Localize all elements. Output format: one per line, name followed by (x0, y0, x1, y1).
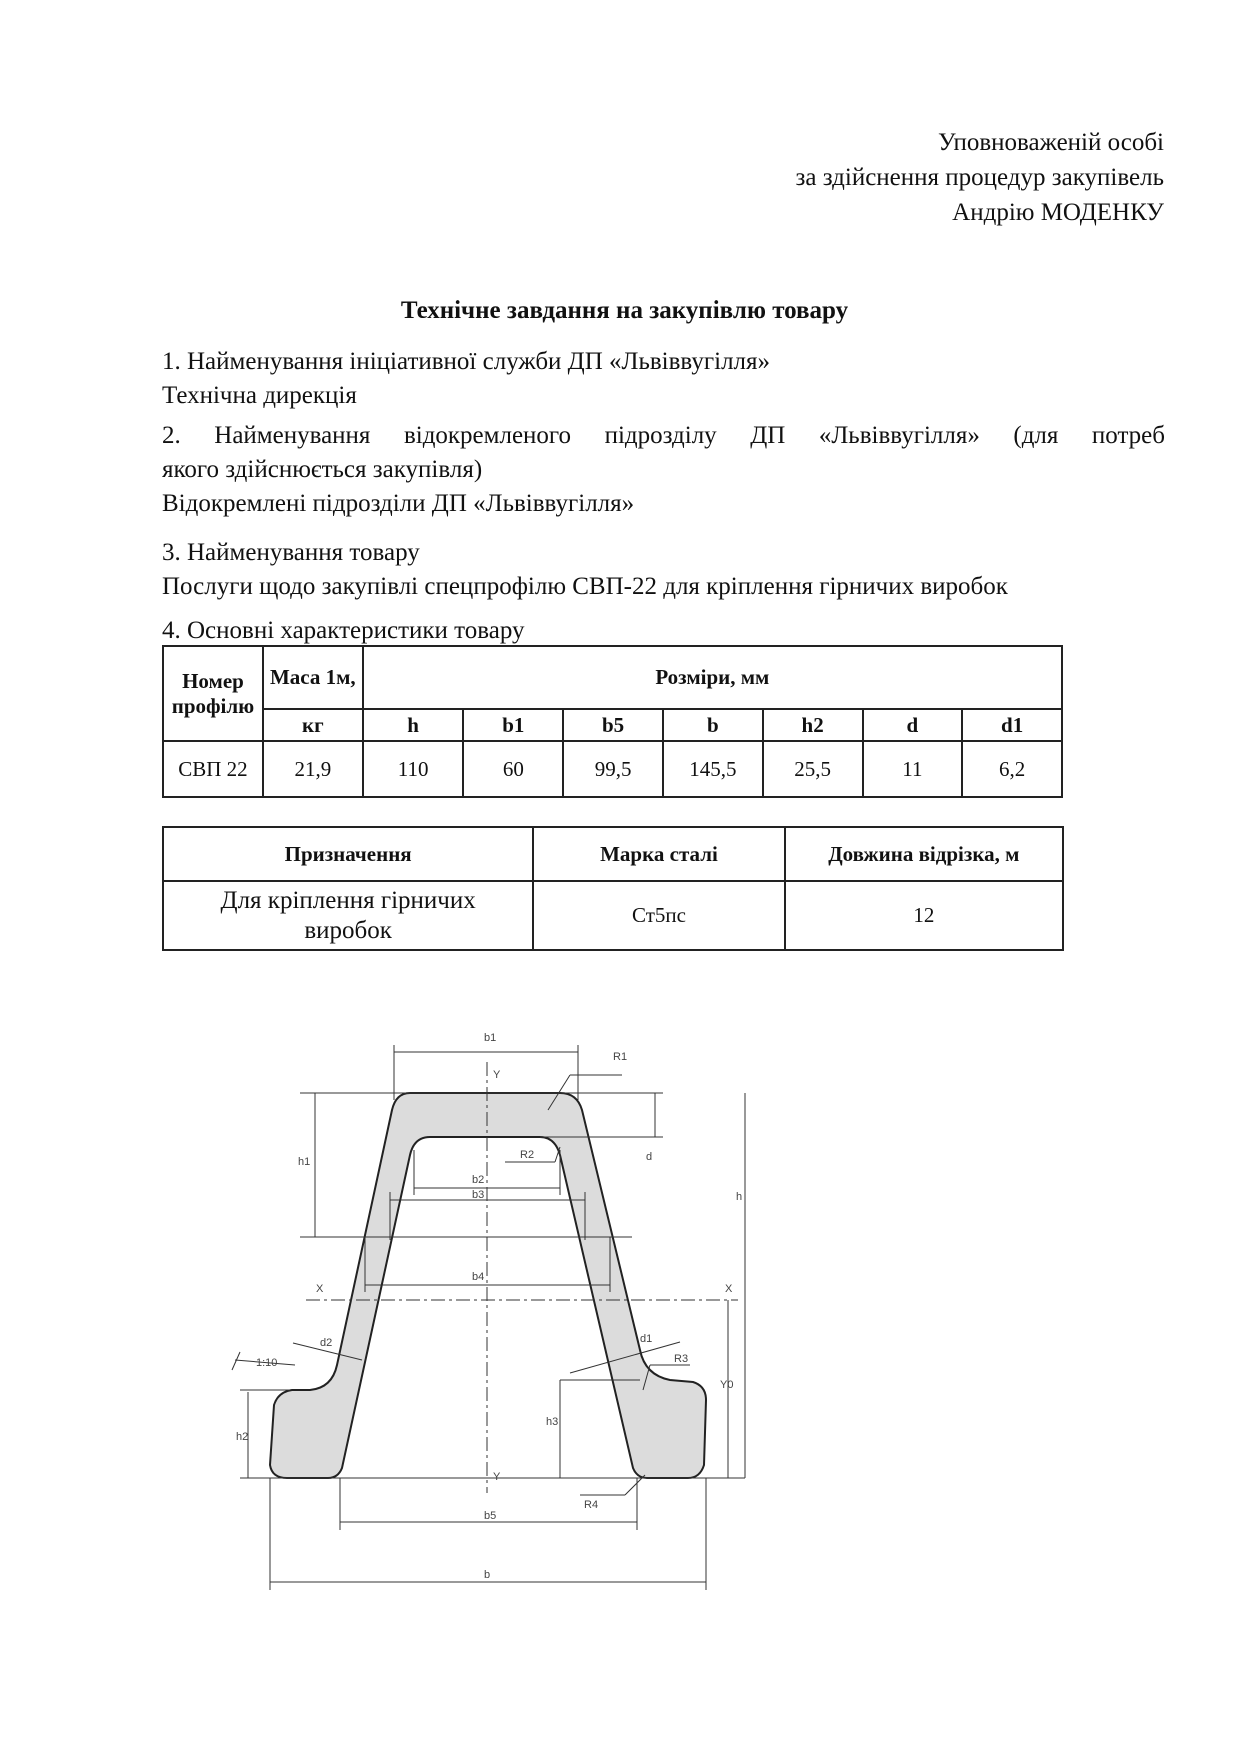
spec-cell-value: 145,5 (663, 741, 763, 797)
label-R2: R2 (520, 1149, 535, 1161)
label-X-left: X (316, 1283, 324, 1295)
spec-dim-header: h2 (763, 709, 863, 741)
length-header: Довжина відрізка, м (785, 827, 1063, 881)
section-3-heading: 3. Найменування товару (162, 539, 420, 566)
section-1-heading: 1. Найменування ініціативної служби ДП «Львіввугілля» (162, 348, 771, 375)
label-b3: b3 (472, 1189, 485, 1201)
label-slope: 1:10 (256, 1357, 278, 1369)
spec-cell-value: 99,5 (563, 741, 663, 797)
spec-cell-value: 60 (463, 741, 563, 797)
label-R1: R1 (613, 1051, 628, 1063)
spec-dim-header: b (663, 709, 763, 741)
label-d2: d2 (320, 1337, 333, 1349)
spec-cell-mass: 21,9 (263, 741, 363, 797)
label-b: b (484, 1569, 491, 1581)
spec-cell-value: 110 (363, 741, 464, 797)
section-2-heading-line-1: 2. Найменування відокремленого підрозділу ДП «Львіввугілля» (для потреб (162, 422, 1165, 449)
spec-header-mass: Маса 1м, (263, 646, 363, 709)
section-1-value: Технічна дирекція (162, 382, 357, 409)
label-h: h (736, 1191, 743, 1203)
section-3-value: Послуги щодо закупівлі спецпрофілю СВП-22 для кріплення гірничих виробок (162, 573, 1008, 600)
spec-header-mass-unit: кг (263, 709, 363, 741)
label-R3: R3 (674, 1353, 689, 1365)
spec-dim-header: b5 (563, 709, 663, 741)
label-R4: R4 (584, 1499, 599, 1511)
addressee-line-1: Уповноваженій особі (937, 129, 1164, 156)
spec-cell-value: 6,2 (962, 741, 1062, 797)
label-b1: b1 (484, 1032, 497, 1044)
spec-dim-header: d1 (962, 709, 1062, 741)
label-b5: b5 (484, 1510, 497, 1522)
spec-cell-value: 11 (863, 741, 963, 797)
spec-header-profile: Номер профілю (163, 646, 263, 741)
label-d: d (646, 1151, 653, 1163)
label-h3: h3 (546, 1416, 559, 1428)
section-2-value: Відокремлені підрозділи ДП «Львіввугілля» (162, 490, 635, 517)
purpose-cell: Для кріплення гірничих виробок (163, 881, 533, 950)
spec-header-dimensions: Розміри, мм (363, 646, 1062, 709)
addressee-line-2: за здійснення процедур закупівель (795, 164, 1164, 191)
label-h1: h1 (298, 1156, 311, 1168)
steel-grade-header: Марка сталі (533, 827, 784, 881)
label-Y-top: Y (493, 1069, 501, 1081)
spec-cell-value: 25,5 (763, 741, 863, 797)
spec-dim-header: b1 (463, 709, 563, 741)
addressee-line-3: Андрію МОДЕНКУ (952, 199, 1164, 226)
section-2-heading-line-2: якого здійснюється закупівля) (162, 456, 483, 483)
spec-dim-header: d (863, 709, 963, 741)
spec-cell-profile: СВП 22 (163, 741, 263, 797)
label-d1: d1 (640, 1333, 653, 1345)
document-title: Технічне завдання на закупівлю товару (400, 297, 849, 324)
label-b4: b4 (472, 1271, 485, 1283)
steel-grade-cell: Ст5пс (533, 881, 784, 950)
purpose-header: Призначення (163, 827, 533, 881)
label-Y-bottom: Y (493, 1471, 501, 1483)
label-X-right: X (725, 1283, 733, 1295)
spec-dim-header: h (363, 709, 464, 741)
length-cell: 12 (785, 881, 1063, 950)
label-h2: h2 (236, 1431, 249, 1443)
label-b2: b2 (472, 1174, 485, 1186)
label-Y0: Y0 (720, 1379, 734, 1391)
section-4-heading: 4. Основні характеристики товару (162, 617, 525, 644)
